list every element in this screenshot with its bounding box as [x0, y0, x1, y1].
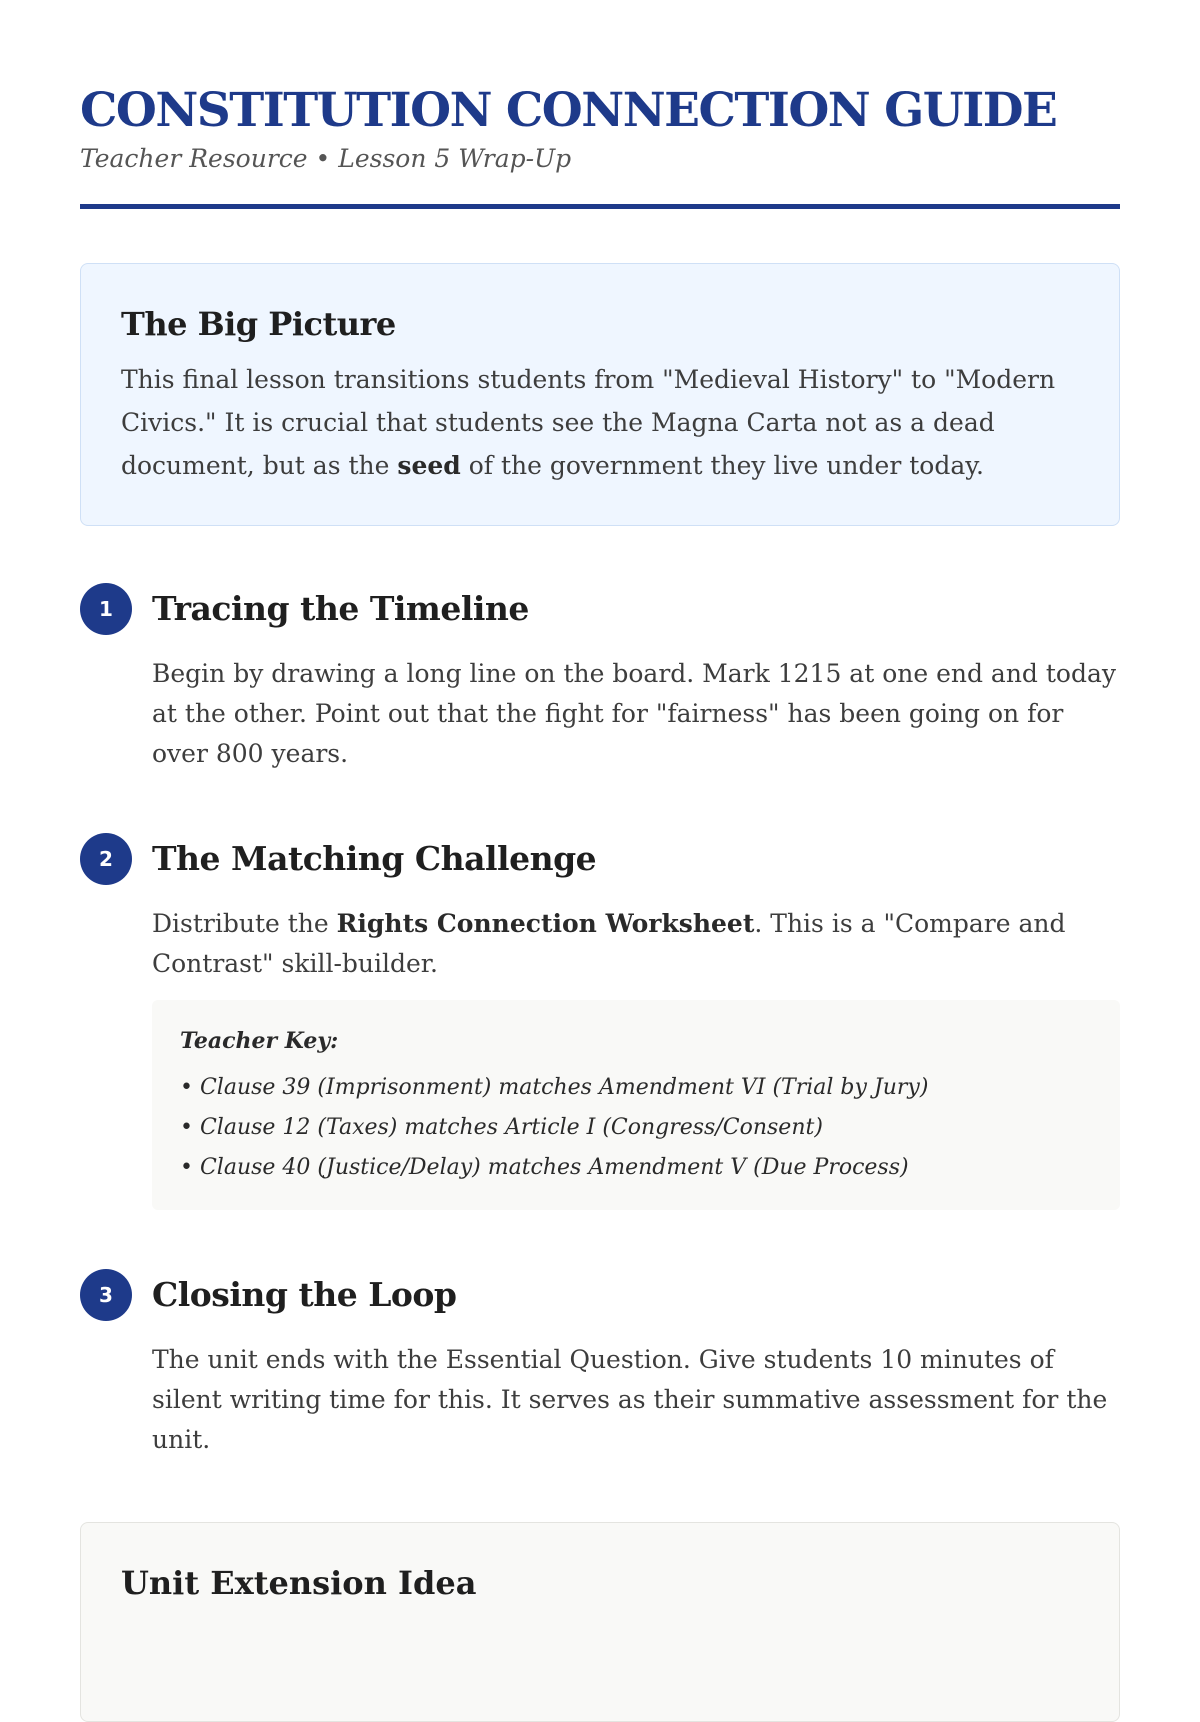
teacher-key-item: • Clause 12 (Taxes) matches Article I (Congress/Consent) [180, 1115, 823, 1140]
big-picture-emphasis: seed [397, 451, 461, 480]
step-matching-challenge [80, 830, 1120, 1210]
unit-extension-box [80, 1522, 1120, 1722]
step-body: The unit ends with the Essential Question. Give students 10 minutes of silent writing time for this. It serves as their summative assessment for the unit. [152, 1345, 1108, 1454]
step-closing-loop [80, 1266, 1120, 1460]
unit-extension-heading: Unit Extension Idea [121, 1564, 477, 1602]
big-picture-text [121, 358, 1079, 487]
big-picture-callout [80, 263, 1120, 526]
step-body-part: . This is a "Compare and Contrast" skill-builder. [152, 909, 1066, 978]
big-picture-heading: The Big Picture [121, 305, 396, 343]
step-number-badge: 3 [80, 1269, 132, 1321]
big-picture-text-part: This final lesson transitions students from "Medieval History" to "Modern Civics." It is crucial that students see the Magna Carta not as a dead document, but as the [121, 365, 1056, 480]
step-number-badge: 2 [80, 833, 132, 885]
step-body-part: Distribute the [152, 909, 337, 938]
teacher-key-box [152, 1000, 1120, 1210]
page-title: CONSTITUTION CONNECTION GUIDE [80, 83, 1057, 138]
header-divider [80, 204, 1120, 209]
page-subtitle: Teacher Resource • Lesson 5 Wrap-Up [80, 144, 572, 173]
teacher-key-title: Teacher Key: [180, 1028, 339, 1054]
step-number-badge: 1 [80, 583, 132, 635]
teacher-key-item: • Clause 39 (Imprisonment) matches Amendment VI (Trial by Jury) [180, 1075, 929, 1100]
worksheet-name: Rights Connection Worksheet [336, 909, 755, 938]
step-title: The Matching Challenge [152, 839, 597, 878]
teacher-key-item: • Clause 40 (Justice/Delay) matches Amendment V (Due Process) [180, 1155, 909, 1180]
big-picture-text-part: of the government they live under today. [460, 451, 984, 480]
step-body: Begin by drawing a long line on the board. Mark 1215 at one end and today at the other. Point out that the fight for "fairness" has been going on for over 800 years. [152, 659, 1117, 768]
step-title: Tracing the Timeline [152, 589, 529, 628]
step-tracing-timeline [80, 580, 1120, 774]
step-body [152, 904, 1120, 984]
step-title: Closing the Loop [152, 1275, 457, 1314]
